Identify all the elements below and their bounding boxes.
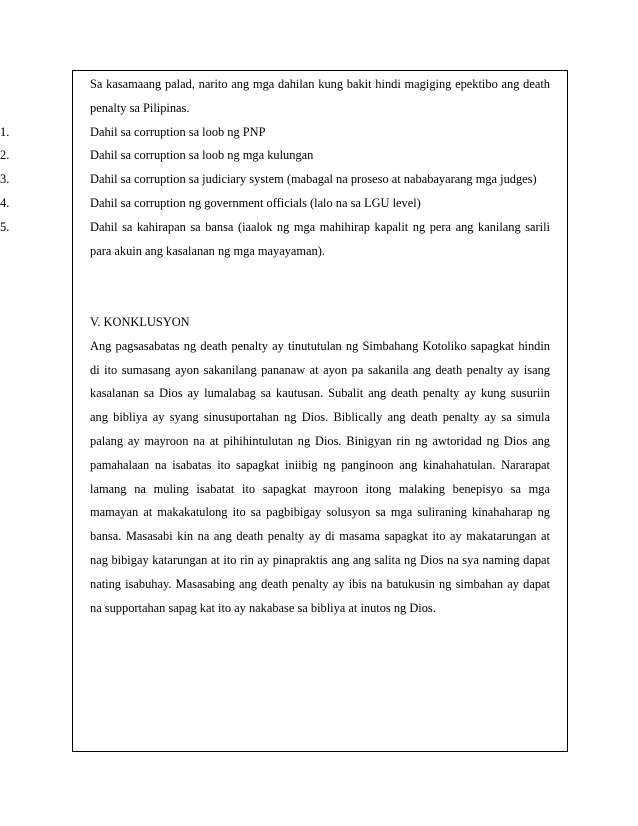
intro-line-1: Sa kasamaang palad, narito ang mga dahilan kung bakit hindi magiging epektibo ang death bbox=[90, 77, 550, 91]
conclusion-line: nag bibigay katarungan at ito rin ay pinapraktis ang ang salita ng Dios na sya naming dapat bbox=[90, 552, 550, 567]
reason-number: 3. bbox=[0, 172, 10, 187]
reason-number: 5. bbox=[0, 219, 10, 234]
reason-text: Dahil sa corruption sa loob ng mga kulungan bbox=[90, 148, 314, 163]
conclusion-line: nating isabuhay. Masasabing ang death penalty ay ibis na batukusin ng simbahan ay dapat bbox=[90, 576, 550, 591]
reason-text: Dahil sa corruption sa loob ng PNP bbox=[90, 124, 266, 139]
reason-number: 2. bbox=[0, 148, 10, 163]
conclusion-line: kasalanan sa Dios ay lumalabag sa kautusan. Subalit ang death penalty ay kung susuriin bbox=[90, 386, 550, 401]
conclusion-line: Ang pagsasabatas ng death penalty ay tinututulan ng Simbahang Kotoliko sapagkat hindin bbox=[90, 338, 550, 353]
spacer bbox=[90, 263, 550, 311]
reason-text: Dahil sa kahirapan sa bansa (iaalok ng mga mahihirap kapalit ng pera ang kanilang sarili bbox=[90, 219, 550, 234]
conclusion-line: pamahalaan na isabatas ito sapagkat iniibig ng panginoon ang kinahahatulan. Nararapat bbox=[90, 457, 550, 472]
reason-item-2 bbox=[0, 144, 550, 168]
reason-item-1 bbox=[0, 121, 550, 145]
reason-item-5-continuation: para akuin ang kasalanan ng mga mayayaman). bbox=[90, 243, 325, 258]
conclusion-line: bansa. Masasabi kin na ang death penalty ay di masama sapagkat ito ay makatarungan at bbox=[90, 529, 550, 544]
reason-number: 1. bbox=[0, 124, 10, 139]
reason-item-4 bbox=[0, 192, 550, 216]
section-heading: V. KONKLUSYON bbox=[90, 314, 190, 329]
reason-item-5 bbox=[0, 216, 550, 240]
reason-number: 4. bbox=[0, 195, 10, 210]
document-body bbox=[0, 73, 550, 620]
conclusion-line: lamang na muling isabatat ito sapagkat mayroon itong malaking benepisyo sa mga bbox=[90, 481, 550, 496]
reason-item-3 bbox=[0, 168, 550, 192]
intro-line-2: penalty sa Pilipinas. bbox=[90, 100, 190, 115]
conclusion-line: ang bibliya ay syang sinusuportahan ng Dios. Biblically ang death penalty ay sa simula bbox=[90, 410, 550, 425]
conclusion-line: na supportahan sapag kat ito ay nakabase sa bibliya at inutos ng Dios. bbox=[90, 600, 436, 615]
conclusion-line: palang ay mayroon na at pihihintulutan ng Dios. Binigyan rin ng awtoridad ng Dios ang bbox=[90, 433, 550, 448]
reason-text: Dahil sa corruption sa judiciary system (mabagal na proseso at nababayarang mga judges) bbox=[90, 172, 537, 187]
conclusion-line: di ito sumasang ayon sakanilang pananaw at ayon pa sakanila ang death penalty ay isang bbox=[90, 362, 550, 377]
reason-text: Dahil sa corruption ng government officials (lalo na sa LGU level) bbox=[90, 195, 421, 210]
conclusion-line: mamayan at makakatulong ito sa pagbibigay solusyon sa mga suliraning kinahaharap ng bbox=[90, 505, 550, 520]
